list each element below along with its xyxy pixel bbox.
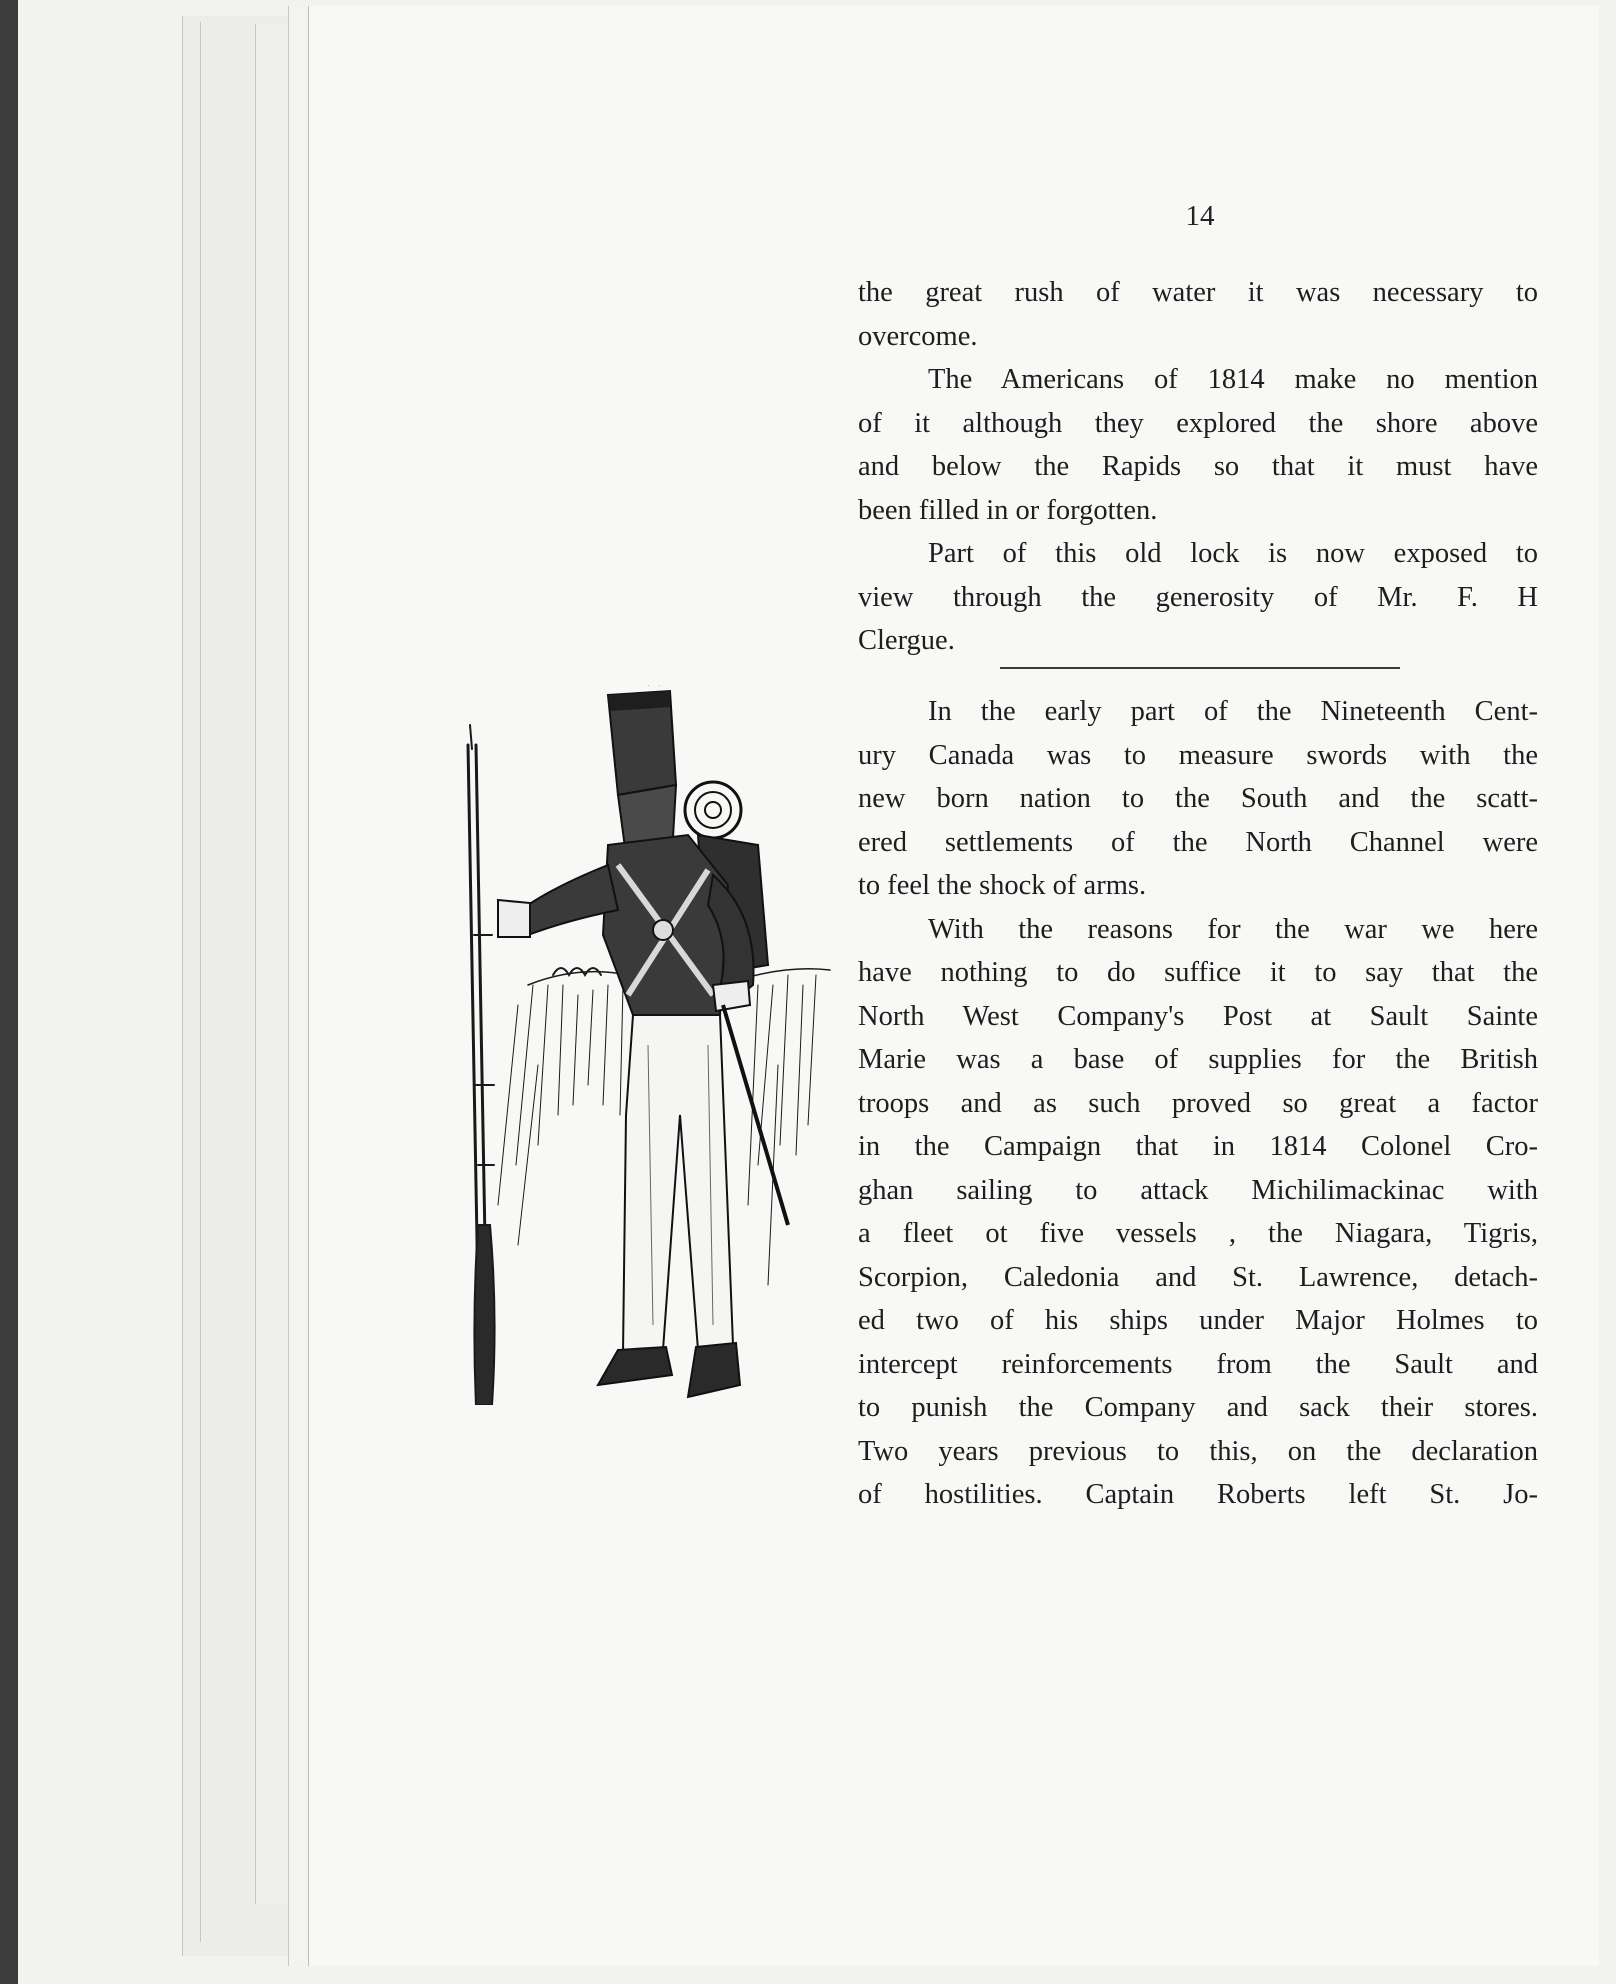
- text-line: ury Canada was to measure swords with the: [858, 739, 1538, 771]
- text-line: in the Campaign that in 1814 Colonel Cro-: [858, 1131, 1538, 1162]
- text-line: Clergue.: [858, 625, 955, 656]
- text-line: troops and as such proved so great a factor: [858, 1087, 1538, 1119]
- text-line: In the early part of the Nineteenth Cent-: [928, 696, 1538, 727]
- text-line: ed two of his ships under Major Holmes to: [858, 1305, 1538, 1336]
- text-line: North West Company's Post at Sault Sainte: [858, 1000, 1538, 1032]
- text-line: Two years previous to this, on the declaration: [858, 1435, 1538, 1467]
- text-line: The Americans of 1814 make no mention: [928, 364, 1538, 395]
- text-line: ered settlements of the North Channel were: [858, 826, 1538, 858]
- text-line: intercept reinforcements from the Sault and: [858, 1348, 1538, 1380]
- text-line: view through the generosity of Mr. F. H: [858, 581, 1538, 613]
- page-number: 14: [1185, 200, 1215, 232]
- text-line: a fleet ot five vessels , the Niagara, Tigris,: [858, 1218, 1538, 1249]
- text-line: overcome.: [858, 320, 978, 352]
- text-line: the great rush of water it was necessary to: [858, 277, 1538, 308]
- text-line: and below the Rapids so that it must have: [858, 451, 1538, 482]
- text-line: Part of this old lock is now exposed to: [928, 538, 1538, 569]
- text-line: of it although they explored the shore above: [858, 407, 1538, 439]
- text-line: of hostilities. Captain Roberts left St. Jo-: [858, 1479, 1538, 1510]
- section-divider: [1000, 667, 1400, 669]
- text-line: been filled in or forgotten.: [858, 494, 1158, 526]
- text-line: Scorpion, Caledonia and St. Lawrence, detach-: [858, 1261, 1538, 1293]
- text-line: to feel the shock of arms.: [858, 870, 1147, 901]
- scan-dark-edge: [0, 0, 18, 1984]
- text-column-top: [858, 271, 1538, 663]
- text-line: ghan sailing to attack Michilimackinac with: [858, 1174, 1538, 1206]
- text-line: have nothing to do suffice it to say that the: [858, 957, 1538, 988]
- soldier-illustration: [458, 685, 838, 1405]
- text-line: With the reasons for the war we here: [928, 913, 1538, 945]
- text-line: Marie was a base of supplies for the British: [858, 1044, 1538, 1075]
- text-column-bottom: [858, 690, 1538, 1517]
- text-line: to punish the Company and sack their stores.: [858, 1392, 1538, 1423]
- soldier-drawing: [458, 685, 838, 1405]
- text-line: new born nation to the South and the scatt-: [858, 783, 1538, 814]
